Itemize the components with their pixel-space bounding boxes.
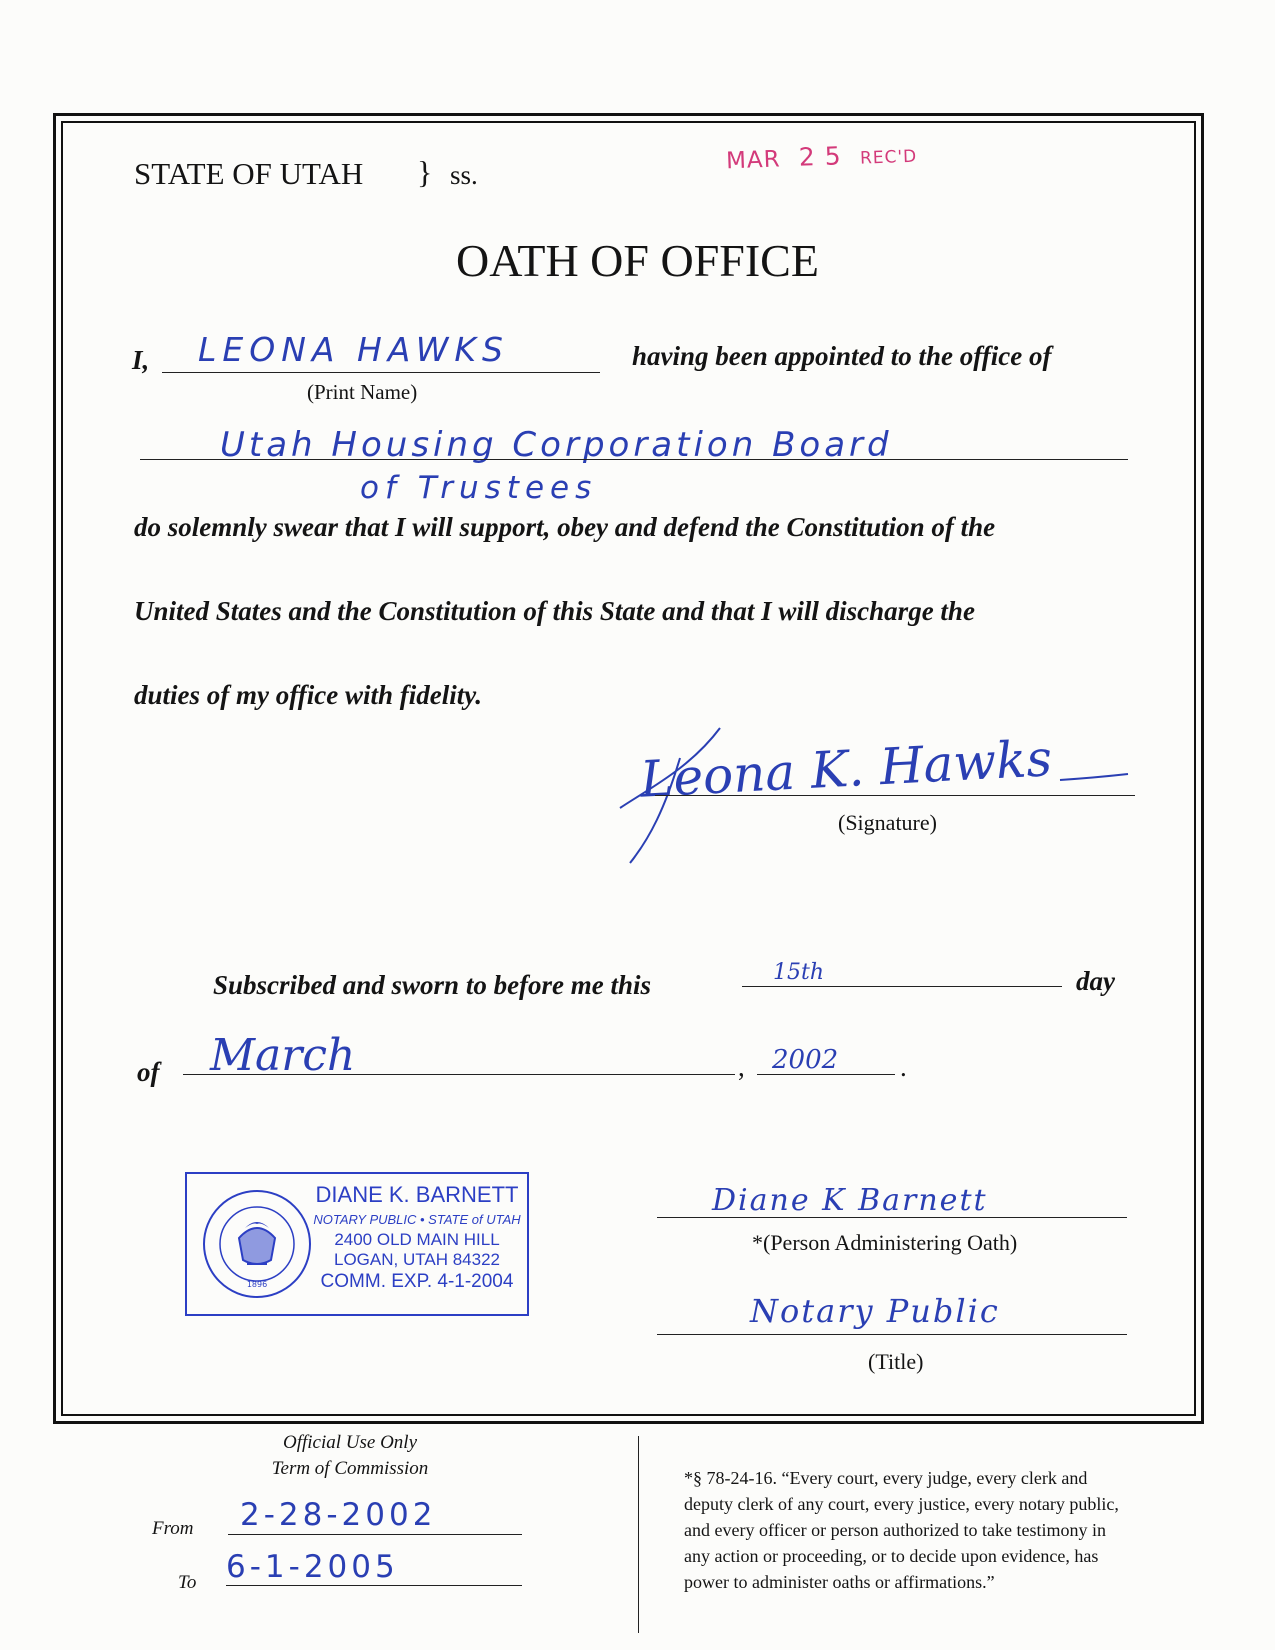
day-label: day [1076,966,1115,996]
received-stamp-suffix: REC'D [859,146,918,169]
from-label: From [152,1518,194,1539]
received-stamp-month: MAR [725,146,782,175]
office-line [140,459,1128,460]
from-line [228,1534,522,1535]
notary-address2: LOGAN, UTAH 84322 [334,1250,500,1269]
notary-commission: COMM. EXP. 4-1-2004 [320,1271,514,1292]
oath-text-line1: do solemnly swear that I will support, obey and defend the Constitution of the [134,512,996,542]
state-seal-icon [201,1188,313,1300]
received-stamp-day: 2 5 [798,141,843,172]
administrator-caption: *(Person Administering Oath) [752,1230,1018,1255]
statute-line1: *§ 78-24-16. “Every court, every judge, every clerk and [684,1468,1088,1488]
month-comma: , [738,1052,745,1082]
to-label: To [178,1572,197,1593]
name-line [162,372,600,373]
subscribed-text: Subscribed and sworn to before me this [213,970,652,1000]
official-use-heading: Official Use Only [282,1432,418,1453]
title-line [657,1334,1127,1335]
seal-year: 1896 [246,1280,268,1289]
to-date: 6-1-2005 [226,1549,399,1585]
notary-name: DIANE K. BARNETT [315,1182,519,1207]
oath-text-line2: United States and the Constitution of this State and that I will discharge the [134,596,975,626]
month-line [183,1074,735,1075]
day-line [742,986,1062,987]
appointee-name: LEONA HAWKS [198,330,509,369]
signature-line [655,795,1135,796]
administrator-line [657,1217,1127,1218]
state-label: STATE OF UTAH [134,156,364,191]
name-caption: (Print Name) [307,380,418,404]
statute-text [684,1465,1119,1595]
notary-seal-stamp [185,1172,529,1316]
brace: } [417,154,433,190]
from-date: 2-28-2002 [240,1497,437,1533]
appointee-signature: Leona K. Hawks [638,729,1054,809]
signature-flourish [610,718,1130,868]
statute-line3: and every officer or person authorized to take testimony in [684,1520,1107,1540]
to-line [226,1585,522,1586]
oath-text-line3: duties of my office with fidelity. [134,680,482,710]
signature-caption: (Signature) [838,810,937,835]
administrator-title-handwritten: Notary Public [750,1292,1000,1330]
ss-label: ss. [450,160,478,190]
appointed-text: having been appointed to the office of [632,341,1052,371]
subscribed-year: 2002 [772,1045,839,1075]
statute-line2: deputy clerk of any court, every justice, every notary public, [684,1494,1119,1514]
year-line [757,1074,895,1075]
notary-address1: 2400 OLD MAIN HILL [334,1230,500,1249]
page-title: OATH OF OFFICE [456,235,819,286]
office-line1: Utah Housing Corporation Board [220,425,893,465]
subscribed-day: 15th [773,960,825,985]
office-line2: of Trustees [360,470,598,506]
statute-line4: any action or proceeding, or to decide upon evidence, has [684,1546,1099,1566]
title-caption: (Title) [868,1349,924,1374]
footer-divider [638,1436,639,1633]
statute-line5: power to administer oaths or affirmations.” [684,1572,995,1592]
notary-title: NOTARY PUBLIC • STATE of UTAH [313,1212,521,1227]
subscribed-month: March [210,1030,356,1081]
administrator-signature: Diane K Barnett [712,1183,988,1218]
of-label: of [137,1057,160,1087]
year-period: . [900,1052,907,1082]
i-prefix: I, [132,345,150,375]
term-of-commission-heading: Term of Commission [271,1458,429,1479]
